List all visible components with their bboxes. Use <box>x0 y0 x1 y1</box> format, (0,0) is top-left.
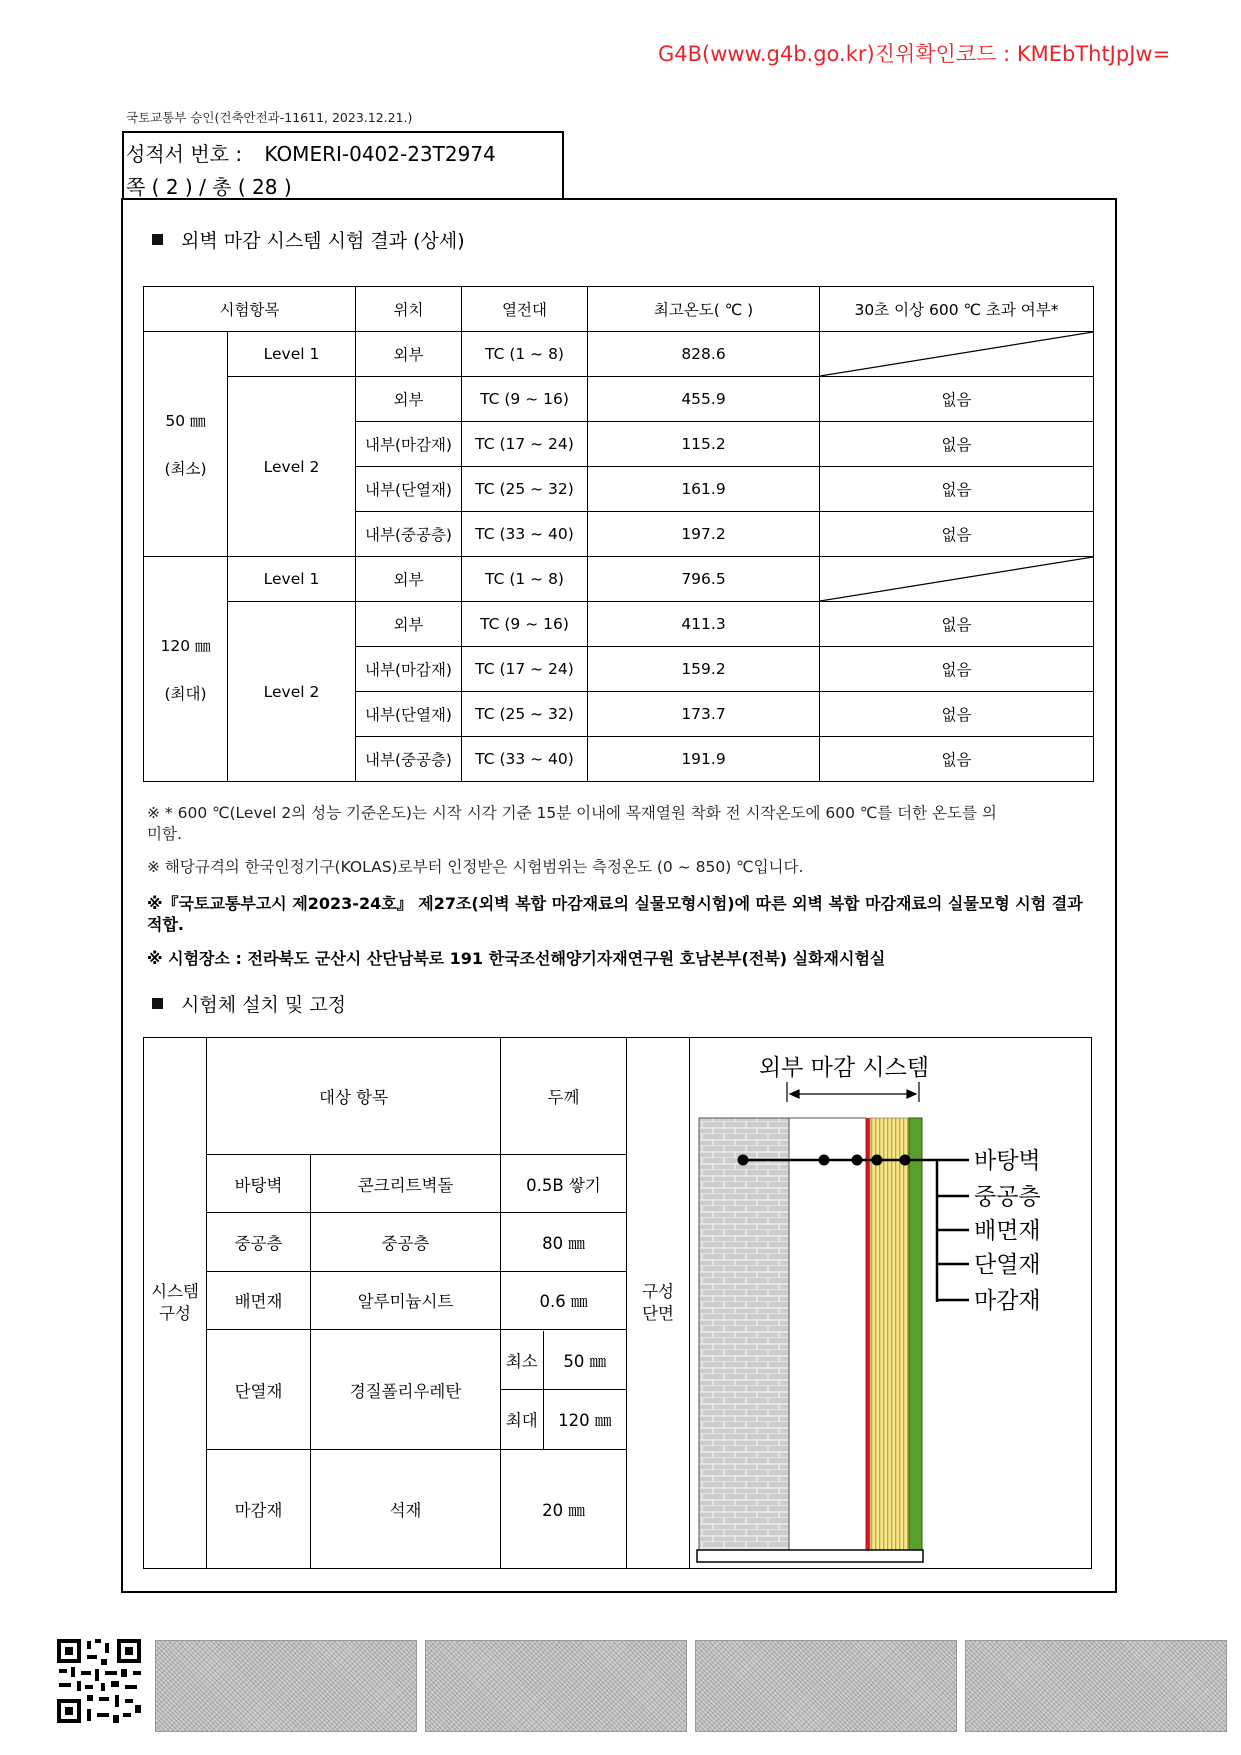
diagram-label: 중공층 <box>973 1184 1041 1210</box>
section-title-results: 외벽 마감 시스템 시험 결과 (상세) <box>152 226 465 253</box>
level-cell: Level 1 <box>228 557 356 602</box>
location-cell: 내부(중공층) <box>356 512 462 557</box>
temp-cell: 828.6 <box>588 332 820 377</box>
thickness-cell: 80 ㎜ <box>501 1213 627 1271</box>
tc-cell: TC (9 ~ 16) <box>462 377 588 422</box>
not-applicable-cell <box>820 557 1094 602</box>
group-thickness: 50 ㎜ <box>165 412 206 430</box>
exceed-cell: 없음 <box>820 647 1094 692</box>
temp-cell: 173.7 <box>588 692 820 737</box>
exceed-cell: 없음 <box>820 422 1094 467</box>
col-header: 최고온도( ℃ ) <box>588 287 820 332</box>
material-cell: 알루미늄시트 <box>311 1271 501 1329</box>
security-pattern <box>425 1640 687 1732</box>
tc-cell: TC (25 ~ 32) <box>462 692 588 737</box>
report-number-label: 성적서 번호 : <box>126 142 243 166</box>
approval-note: 국토교통부 승인(건축안전과-11611, 2023.12.21.) <box>126 110 413 125</box>
material-cell: 석재 <box>311 1450 501 1569</box>
table-row <box>144 332 1094 377</box>
installation-table <box>143 1037 1092 1569</box>
security-pattern <box>965 1640 1227 1732</box>
min-thickness: 50 ㎜ <box>543 1331 626 1390</box>
group-label: (최대) <box>164 685 207 703</box>
brick-wall-layer <box>699 1118 789 1550</box>
location-cell: 외부 <box>356 377 462 422</box>
location-cell: 내부(마감재) <box>356 422 462 467</box>
max-label: 최대 <box>501 1390 543 1449</box>
exceed-cell: 없음 <box>820 737 1094 782</box>
group-cell <box>144 332 228 557</box>
location-cell: 내부(단열재) <box>356 692 462 737</box>
results-table <box>143 286 1094 782</box>
cavity-layer <box>789 1118 866 1550</box>
table-header-row <box>144 287 1094 332</box>
temp-cell: 159.2 <box>588 647 820 692</box>
tc-cell: TC (1 ~ 8) <box>462 557 588 602</box>
group-cell <box>144 557 228 782</box>
system-label: 시스템 구성 <box>151 1282 199 1323</box>
col-header: 30초 이상 600 ℃ 초과 여부* <box>820 287 1094 332</box>
material-cell: 중공층 <box>311 1213 501 1271</box>
exceed-cell: 없음 <box>820 692 1094 737</box>
tc-cell: TC (33 ~ 40) <box>462 737 588 782</box>
part-cell: 중공층 <box>207 1213 311 1271</box>
base-plate <box>697 1550 923 1562</box>
dimension-arrow-icon <box>787 1082 919 1102</box>
col-header-item: 대상 항목 <box>207 1038 501 1155</box>
security-pattern <box>155 1640 417 1732</box>
diagram-label: 마감재 <box>973 1288 1041 1314</box>
thickness-cell: 20 ㎜ <box>501 1450 627 1569</box>
table-row <box>144 377 1094 422</box>
not-applicable-cell <box>820 332 1094 377</box>
part-cell: 마감재 <box>207 1450 311 1569</box>
level-cell: Level 1 <box>228 332 356 377</box>
exceed-cell: 없음 <box>820 512 1094 557</box>
report-number: KOMERI-0402-23T2974 <box>264 142 496 166</box>
system-label-cell <box>144 1038 207 1569</box>
part-cell: 배면재 <box>207 1271 311 1329</box>
exceed-cell: 없음 <box>820 377 1094 422</box>
location-cell: 외부 <box>356 557 462 602</box>
table-row <box>144 557 1094 602</box>
page-info: 쪽 ( 2 ) / 총 ( 28 ) <box>126 175 292 199</box>
max-thickness: 120 ㎜ <box>558 1411 612 1431</box>
exceed-cell: 없음 <box>820 467 1094 512</box>
col-header-thickness: 두께 <box>501 1038 627 1155</box>
location-cell: 외부 <box>356 602 462 647</box>
temp-cell: 161.9 <box>588 467 820 512</box>
level-cell: Level 2 <box>228 602 356 782</box>
note-definition: ※ * 600 ℃(Level 2의 성능 기준온도)는 시작 시각 기준 15분 이내에 목재열원 착화 전 시작온도에 600 ℃를 더한 온도를 의미함. <box>147 804 997 843</box>
wall-section-diagram <box>691 1038 1091 1564</box>
exceed-cell: 없음 <box>820 602 1094 647</box>
group-label: (최소) <box>164 460 207 478</box>
temp-cell: 796.5 <box>588 557 820 602</box>
report-number-line <box>126 138 496 167</box>
level-cell: Level 2 <box>228 377 356 557</box>
tc-cell: TC (33 ~ 40) <box>462 512 588 557</box>
tc-cell: TC (17 ~ 24) <box>462 422 588 467</box>
tc-cell: TC (25 ~ 32) <box>462 467 588 512</box>
note-test-location: ※ 시험장소 : 전라북도 군산시 산단남북로 191 한국조선해양기자재연구원 호남본부(전북) 실화재시험실 <box>147 949 886 968</box>
report-header <box>122 131 564 200</box>
material-cell: 콘크리트벽돌 <box>311 1154 501 1212</box>
temp-cell: 191.9 <box>588 737 820 782</box>
min-label: 최소 <box>501 1331 543 1390</box>
diagram-title: 외부 마감 시스템 <box>758 1055 929 1081</box>
note-compliance: ※『국토교통부고시 제2023-24호』 제27조(외벽 복합 마감재료의 실물모형시험)에 따른 외벽 복합 마감재료의 실물모형 시험 결과 적합. <box>147 894 1083 934</box>
temp-cell: 197.2 <box>588 512 820 557</box>
qr-code-icon <box>55 1637 143 1725</box>
tc-cell: TC (1 ~ 8) <box>462 332 588 377</box>
diagram-label: 바탕벽 <box>973 1148 1041 1174</box>
tc-cell: TC (9 ~ 16) <box>462 602 588 647</box>
finish-layer <box>909 1118 922 1550</box>
verification-code: G4B(www.g4b.go.kr)진위확인코드 : KMEbThtJpJw= <box>658 42 1171 66</box>
diagram-cell <box>690 1038 1092 1569</box>
diagram-label: 배면재 <box>973 1218 1041 1244</box>
temp-cell: 115.2 <box>588 422 820 467</box>
square-bullet-icon <box>152 234 163 245</box>
thickness-cell: 0.5B 쌓기 <box>501 1154 627 1212</box>
location-cell: 내부(마감재) <box>356 647 462 692</box>
col-header: 위치 <box>356 287 462 332</box>
insulation-layer <box>870 1118 909 1550</box>
col-header: 열전대 <box>462 287 588 332</box>
table-row <box>144 602 1094 647</box>
section-label-cell <box>627 1038 690 1569</box>
temp-cell: 411.3 <box>588 602 820 647</box>
thickness-cell: 0.6 ㎜ <box>501 1271 627 1329</box>
col-header: 시험항목 <box>144 287 356 332</box>
location-cell: 외부 <box>356 332 462 377</box>
backing-layer <box>866 1118 870 1550</box>
thickness-range-cell <box>501 1330 627 1450</box>
location-cell: 내부(중공층) <box>356 737 462 782</box>
diagram-label: 단열재 <box>973 1252 1041 1278</box>
tc-cell: TC (17 ~ 24) <box>462 647 588 692</box>
part-cell: 바탕벽 <box>207 1154 311 1212</box>
section-title-installation: 시험체 설치 및 고정 <box>152 990 346 1017</box>
part-cell: 단열재 <box>207 1330 311 1450</box>
security-pattern <box>695 1640 957 1732</box>
square-bullet-icon <box>152 998 163 1009</box>
group-thickness: 120 ㎜ <box>160 637 211 655</box>
material-cell: 경질폴리우레탄 <box>311 1330 501 1450</box>
section-label: 구성 단면 <box>642 1282 674 1323</box>
temp-cell: 455.9 <box>588 377 820 422</box>
location-cell: 내부(단열재) <box>356 467 462 512</box>
note-kolas: ※ 해당규격의 한국인정기구(KOLAS)로부터 인정받은 시험범위는 측정온도 (0 ~ 850) ℃입니다. <box>147 858 804 876</box>
